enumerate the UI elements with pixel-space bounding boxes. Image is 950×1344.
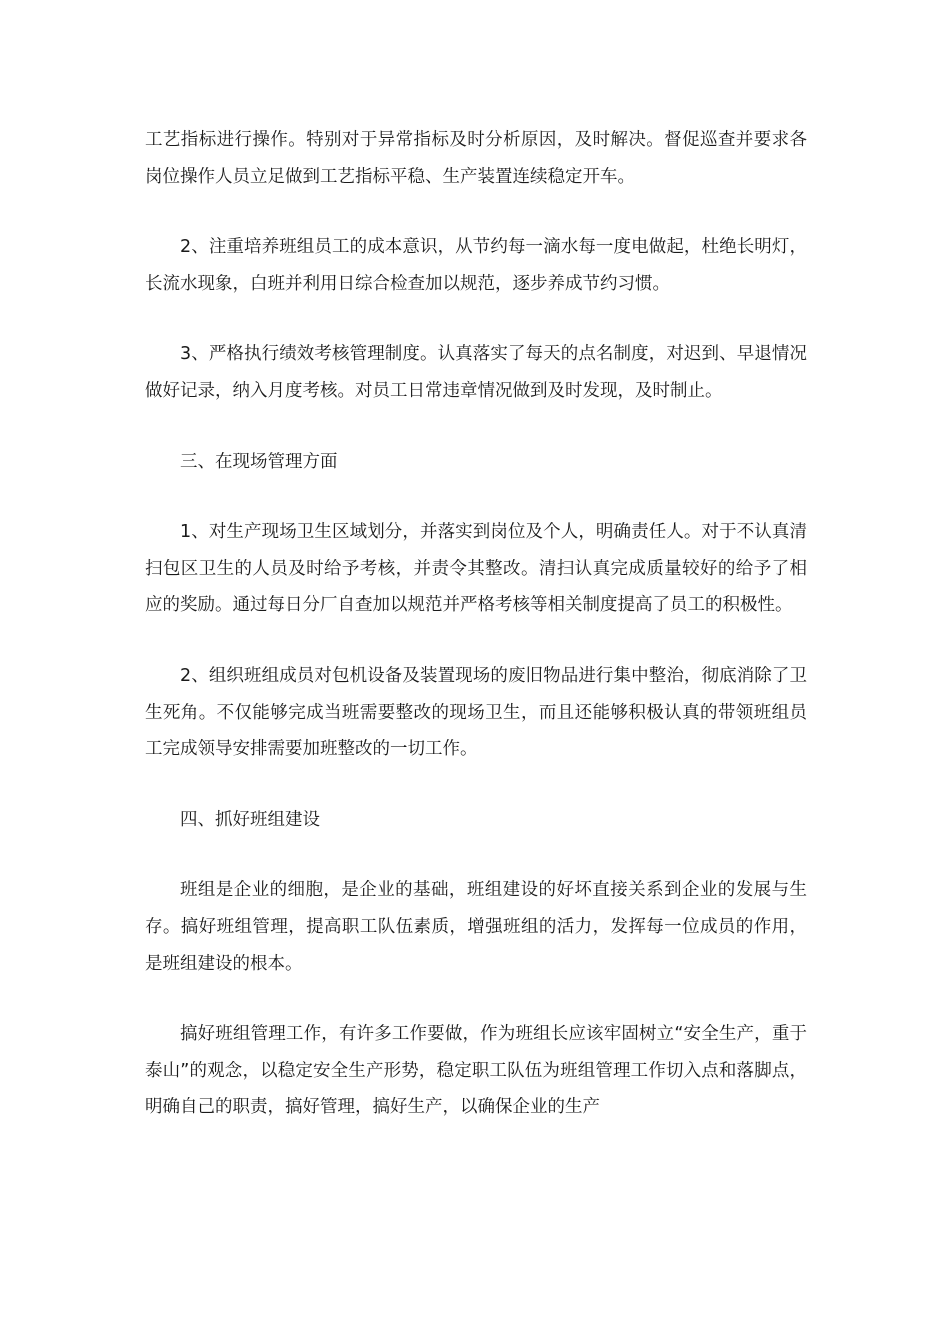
section-heading-team-building: 四、抓好班组建设 [180,809,320,830]
document-body [145,122,807,1160]
paragraph-performance-assessment: 3、严格执行绩效考核管理制度。认真落实了每天的点名制度，对迟到、早退情况做好记录，纳入月度考核。对员工日常违章情况做到及时发现，及时制止。 [145,344,807,401]
section-heading-site-management: 三、在现场管理方面 [180,451,338,472]
paragraph-hygiene-zones: 1、对生产现场卫生区域划分，并落实到岗位及个人，明确责任人。对于不认真清扫包区卫生的人员及时给予考核，并责令其整改。清扫认真完成质量较好的给予了相应的奖励。通过每日分厂自查加以规范并严格考核等相关制度提高了员工的积极性。 [145,522,807,616]
paragraph-team-foundation: 班组是企业的细胞，是企业的基础，班组建设的好坏直接关系到企业的发展与生存。搞好班组管理，提高职工队伍素质，增强班组的活力，发挥每一位成员的作用，是班组建设的根本。 [145,880,807,974]
paragraph-continuation: 工艺指标进行操作。特别对于异常指标及时分析原因，及时解决。督促巡查并要求各岗位操作人员立足做到工艺指标平稳、生产装置连续稳定开车。 [145,130,807,187]
paragraph-waste-cleanup: 2、组织班组成员对包机设备及装置现场的废旧物品进行集中整治，彻底消除了卫生死角。不仅能够完成当班需要整改的现场卫生，而且还能够积极认真的带领班组员工完成领导安排需要加班整改的一切工作。 [145,665,807,760]
paragraph-cost-awareness: 2、注重培养班组员工的成本意识，从节约每一滴水每一度电做起，杜绝长明灯，长流水现象，白班并利用日综合检查加以规范，逐步养成节约习惯。 [145,237,807,294]
paragraph-team-management: 搞好班组管理工作，有许多工作要做，作为班组长应该牢固树立“安全生产，重于泰山”的观念，以稳定安全生产形势，稳定职工队伍为班组管理工作切入点和落脚点，明确自己的职责，搞好管理，搞好生产，以确保企业的生产 [145,1024,807,1118]
